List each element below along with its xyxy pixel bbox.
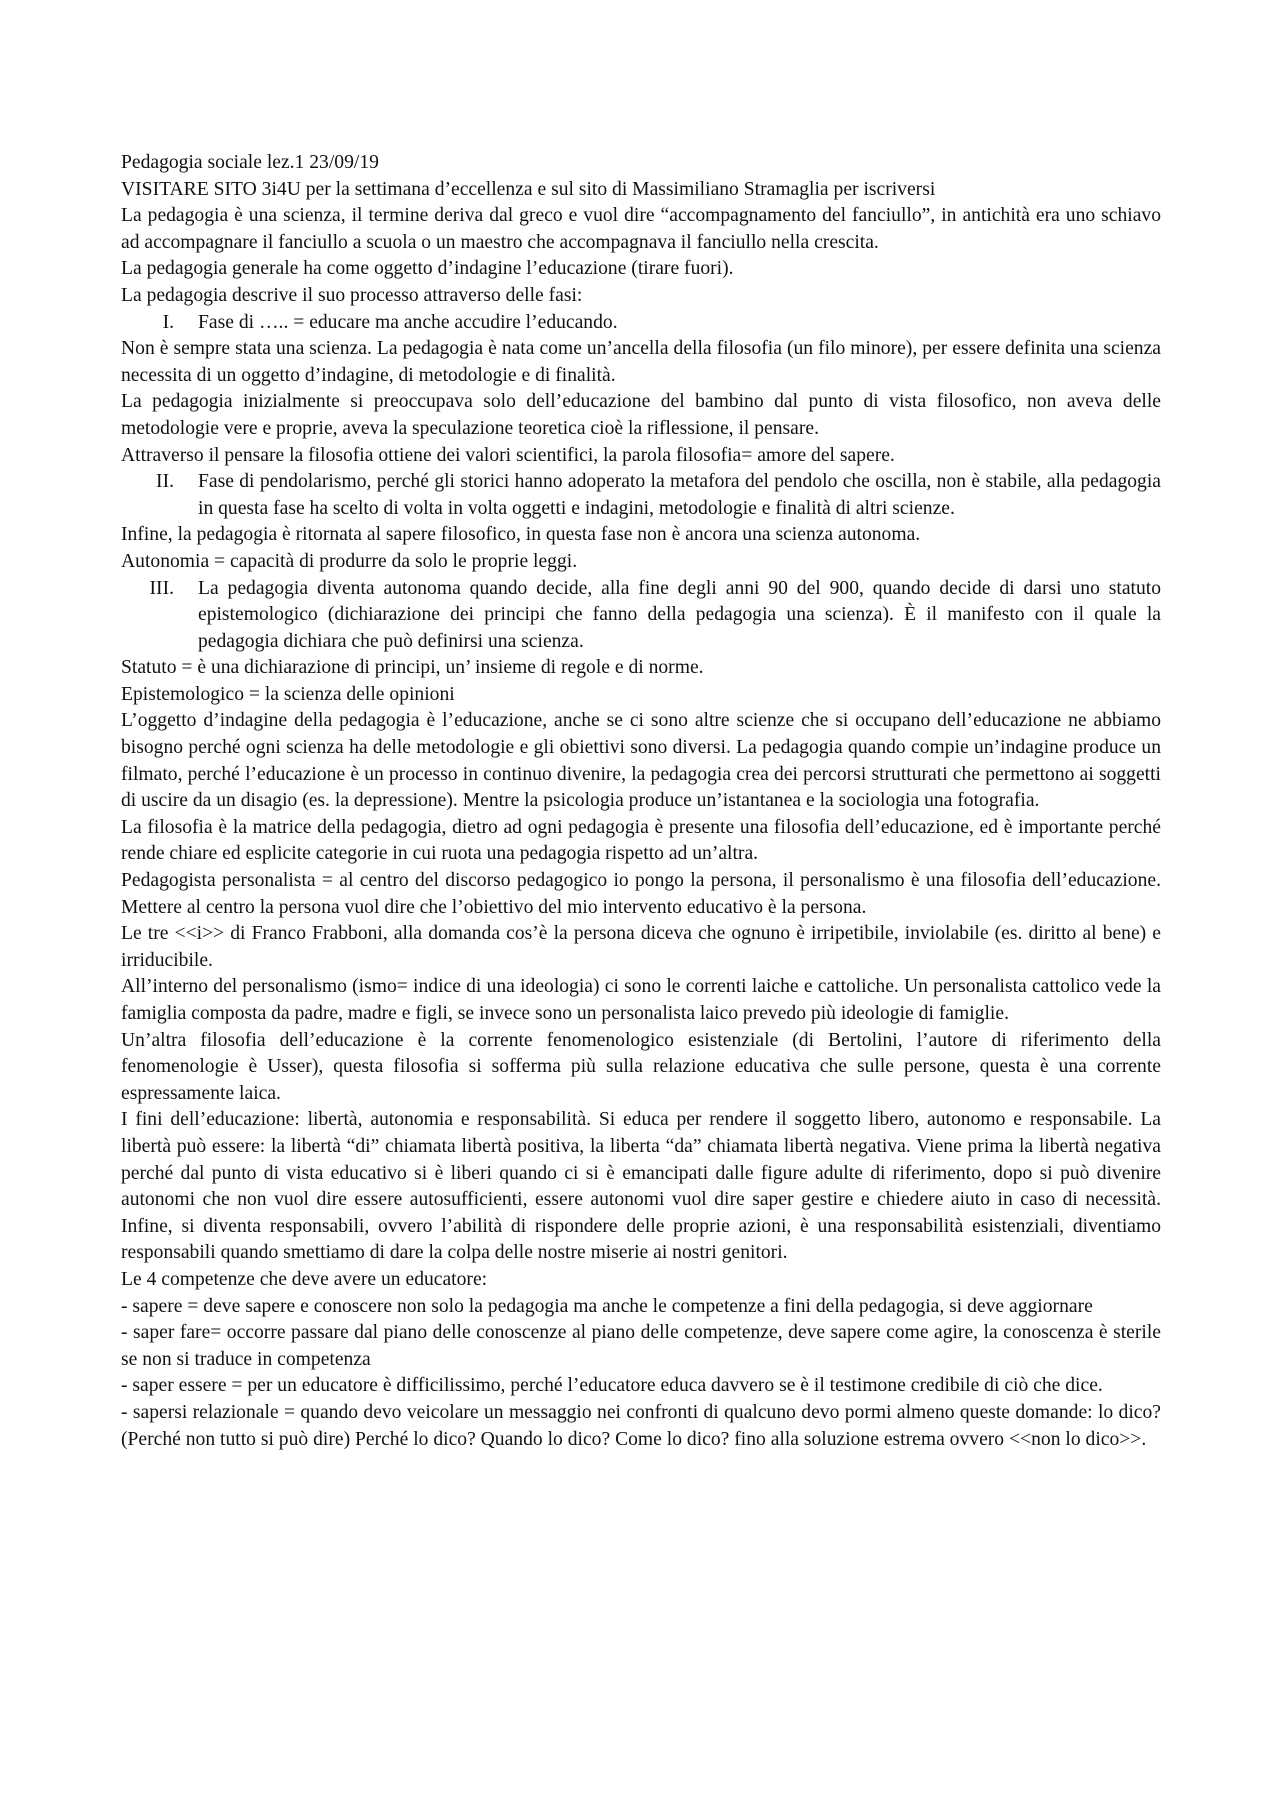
- phase-item-1: [121, 310, 1161, 337]
- paragraph-autonomia: Autonomia = capacità di produrre da solo le proprie leggi.: [121, 550, 578, 572]
- paragraph-epistemologico: Epistemologico = la scienza delle opinioni: [121, 683, 455, 705]
- phase-text: La pedagogia diventa autonoma quando decide, alla fine degli anni 90 del 900, quando decide di darsi uno statuto epistemologico (dichiarazione dei principi che fanno della pedagogia una scienza). È il manifesto con il quale la pedagogia dichiara che può definirsi una scienza.: [198, 577, 1161, 652]
- paragraph-oggetto-indagine: L’oggetto d’indagine della pedagogia è l’educazione, anche se ci sono altre scienze che si occupano dell’educazione ne abbiamo bisogno perché ogni scienza ha delle metodologie e gli obiettivi sono diversi. La pedagogia quando compie un’indagine produce un filmato, perché l’educazione è un processo in continuo divenire, la pedagogia crea dei percorsi strutturati che permettono ai soggetti di uscire da un disagio (es. la depressione). Mentre la psicologia produce un’istantanea e la sociologia una fotografia.: [121, 710, 1161, 812]
- paragraph-personalismo: All’interno del personalismo (ismo= indice di una ideologia) ci sono le correnti laiche e cattoliche. Un personalista cattolico vede la famiglia composta da padre, madre e figli, se invece sono un personalista laico prevedo più ideologie di famiglie.: [121, 976, 1161, 1024]
- paragraph-inizialmente: La pedagogia inizialmente si preoccupava solo dell’educazione del bambino dal punto di vista filosofico, non aveva delle metodologie vere e proprie, aveva la speculazione teoretica cioè la riflessione, il pensare.: [121, 391, 1161, 439]
- paragraph-infine: Infine, la pedagogia è ritornata al sapere filosofico, in questa fase non è ancora una scienza autonoma.: [121, 524, 921, 546]
- paragraph-personalista: Pedagogista personalista = al centro del discorso pedagogico io pongo la persona, il personalismo è una filosofia dell’educazione. Mettere al centro la persona vuol dire che l’obiettivo del mio intervento educativo è la persona.: [121, 870, 1161, 918]
- phase-numeral: II.: [156, 471, 174, 493]
- paragraph-competenze-intro: Le 4 competenze che deve avere un educatore:: [121, 1268, 488, 1290]
- list-item-saper-fare: - saper fare= occorre passare dal piano delle conoscenze al piano delle competenze, deve sapere come agire, la conoscenza è sterile se non si traduce in competenza: [121, 1322, 1161, 1370]
- list-item-saper-essere: - saper essere = per un educatore è difficilissimo, perché l’educatore educa davvero se è il testimone credibile di ciò che dice.: [121, 1375, 1103, 1397]
- paragraph-statuto: Statuto = è una dichiarazione di principi, un’ insieme di regole e di norme.: [121, 657, 704, 679]
- phase-numeral: I.: [162, 311, 174, 333]
- paragraph-frabboni: Le tre <<i>> di Franco Frabboni, alla domanda cos’è la persona diceva che ognuno è irripetibile, inviolabile (es. diritto al bene) e irriducibile.: [121, 923, 1161, 971]
- phase-text: Fase di pendolarismo, perché gli storici hanno adoperato la metafora del pendolo che oscilla, non è stabile, alla pedagogia in questa fase ha scelto di volta in volta oggetti e indagini, metodologie e finalità di altri scienze.: [198, 471, 1161, 519]
- paragraph-oggetto: La pedagogia generale ha come oggetto d’indagine l’educazione (tirare fuori).: [121, 258, 734, 280]
- paragraph-definizione: La pedagogia è una scienza, il termine deriva dal greco e vuol dire “accompagnamento del fanciullo”, in antichità era uno schiavo ad accompagnare il fanciullo a scuola o un maestro che accompagnava il fanciullo nella crescita.: [121, 205, 1161, 253]
- phase-item-2: [121, 469, 1161, 522]
- paragraph-fenomenologico: Un’altra filosofia dell’educazione è la corrente fenomenologico esistenziale (di Bertolini, l’autore di riferimento della fenomenologie è Usser), questa filosofia si sofferma più sulla relazione educativa che sulle persone, questa è una corrente espressamente laica.: [121, 1029, 1161, 1104]
- list-item-sapersi-relazionale: - sapersi relazionale = quando devo veicolare un messaggio nei confronti di qualcuno devo pormi almeno queste domande: lo dico? (Perché non tutto si può dire) Perché lo dico? Quando lo dico? Come lo dico? fino alla soluzione estrema ovvero <<non lo dico>>.: [121, 1401, 1161, 1450]
- phase-item-3: [121, 576, 1161, 656]
- phase-numeral: III.: [149, 577, 174, 599]
- list-item-sapere: - sapere = deve sapere e conoscere non solo la pedagogia ma anche le competenze a fini della pedagogia, si deve aggiornare: [121, 1295, 1093, 1317]
- document-page: [121, 150, 1161, 1453]
- note-visitare-sito: VISITARE SITO 3i4U per la settimana d’eccellenza e sul sito di Massimiliano Stramaglia per iscriversi: [121, 178, 936, 200]
- paragraph-fini: I fini dell’educazione: libertà, autonomia e responsabilità. Si educa per rendere il soggetto libero, autonomo e responsabile. La libertà può essere: la libertà “di” chiamata libertà positiva, la liberta “da” chiamata libertà negativa. Viene prima la libertà negativa perché dal punto di vista educativo si è liberi quando ci si è emancipati dalle figure adulte di riferimento, dopo si può divenire autonomi che non vuol dire essere autosufficienti, essere autonomi vuol dire saper gestire e chiedere aiuto in caso di necessità. Infine, si diventa responsabili, ovvero l’abilità di rispondere delle proprie azioni, è una responsabilità esistenziali, diventiamo responsabili quando smettiamo di dare la colpa delle nostre miserie ai nostri genitori.: [121, 1109, 1161, 1264]
- paragraph-matrice: La filosofia è la matrice della pedagogia, dietro ad ogni pedagogia è presente una filosofia dell’educazione, ed è importante perché rende chiare ed esplicite categorie in cui ruota una pedagogia rispetto ad un’altra.: [121, 816, 1161, 865]
- document-title: Pedagogia sociale lez.1 23/09/19: [121, 152, 379, 173]
- paragraph-ancella: Non è sempre stata una scienza. La pedagogia è nata come un’ancella della filosofia (un filo minore), per essere definita una scienza necessita di un oggetto d’indagine, di metodologie e di finalità.: [121, 338, 1161, 386]
- phase-text: Fase di ….. = educare ma anche accudire l’educando.: [198, 311, 618, 333]
- paragraph-fasi-intro: La pedagogia descrive il suo processo attraverso delle fasi:: [121, 284, 583, 306]
- paragraph-pensare: Attraverso il pensare la filosofia ottiene dei valori scientifici, la parola filosofia= amore del sapere.: [121, 444, 895, 466]
